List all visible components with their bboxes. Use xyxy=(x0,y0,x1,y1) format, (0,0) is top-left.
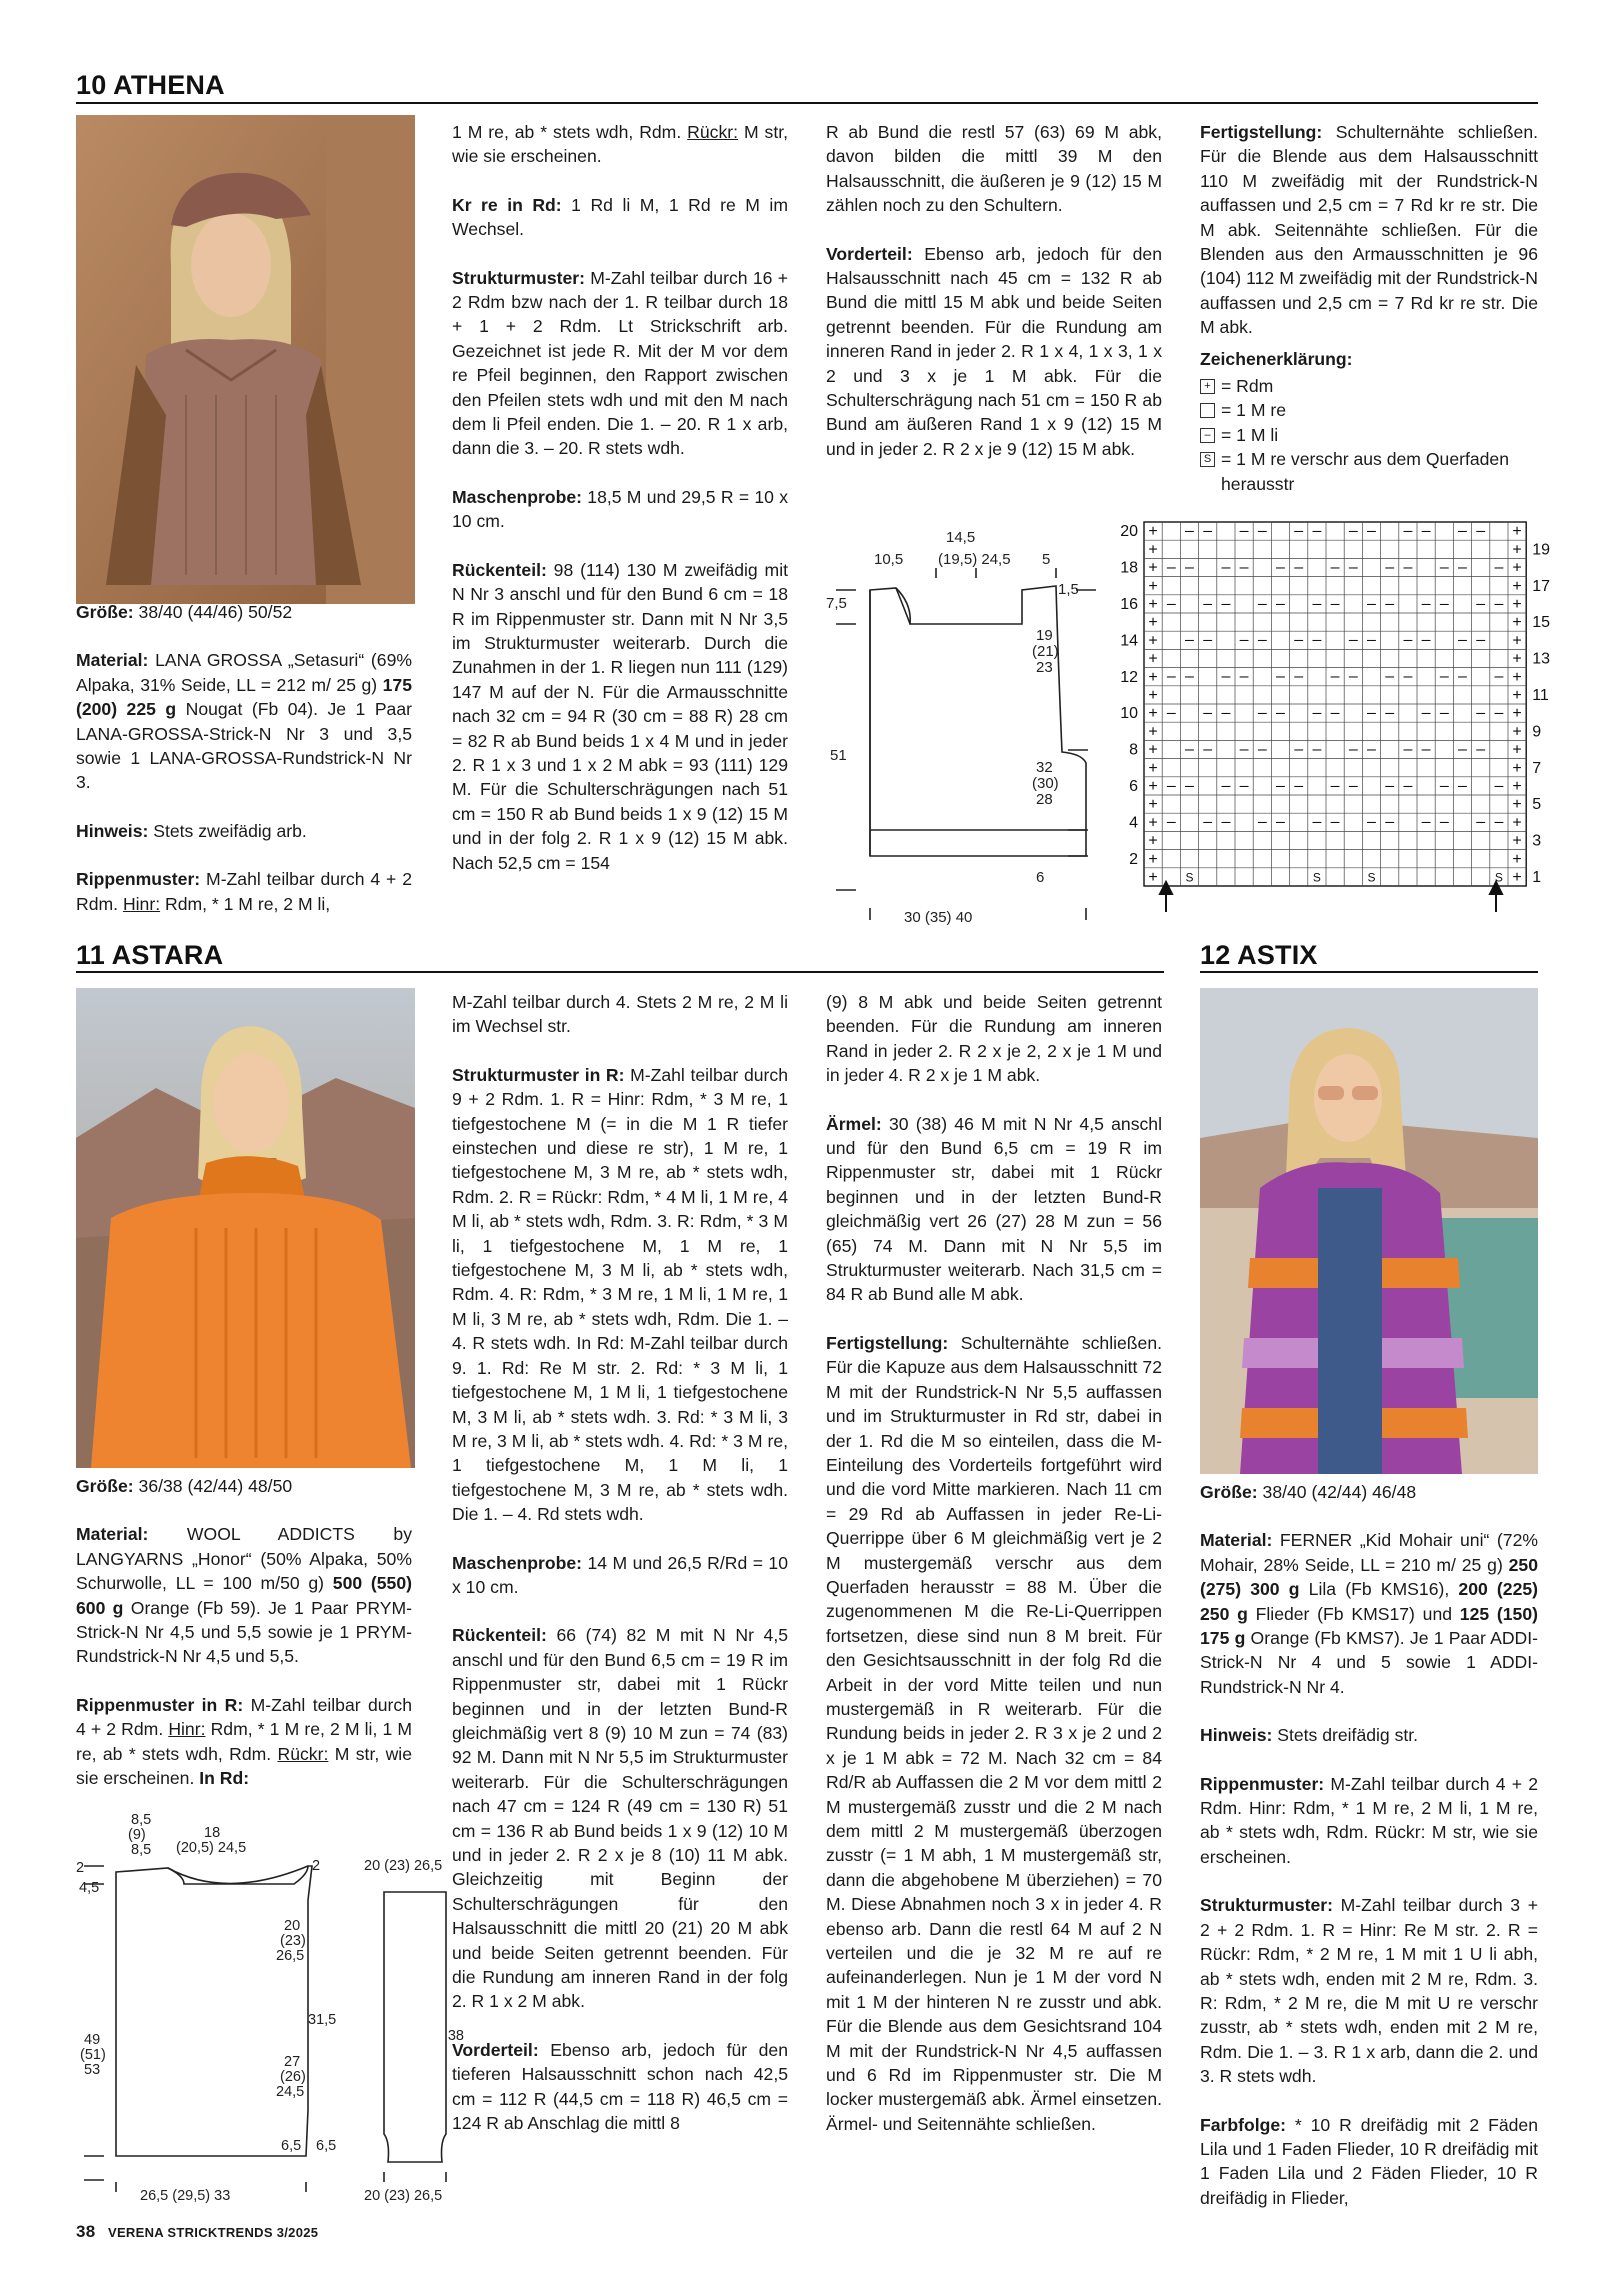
dim-sleeve-bottom: 20 (23) 26,5 xyxy=(364,2188,443,2204)
purl-stitch-mark: – xyxy=(1276,595,1285,613)
edge-stitch-mark: + xyxy=(1148,632,1158,650)
purl-stitch-mark: – xyxy=(1385,558,1395,576)
pattern-title-athena: 10 ATHENA xyxy=(76,70,225,100)
chart-row-label: 2 xyxy=(1129,850,1138,868)
purl-stitch-mark: – xyxy=(1239,668,1249,686)
chart-row-label: 12 xyxy=(1120,668,1138,686)
purl-stitch-mark: – xyxy=(1166,558,1176,576)
purl-stitch-mark: – xyxy=(1312,522,1322,540)
edge-stitch-mark: + xyxy=(1148,741,1158,759)
athena-column-3: R ab Bund die restl 57 (63) 69 M abk, davon bilden die mittl 39 M den Halsausschnitt, die äußeren je 9 (12) 15 M zählen noch zu den Schultern. Vorderteil: Ebenso arb, jedoch für den Halsausschnitt nach 45 cm = 132 R ab Bund die mittl 15 M abk und beide Seiten getrennt beenden. Für die Rundung am inneren Rand in jeder 2. R 1 x 4, 1 x 3, 1 x 2 und 3 x je 1 M abk. Für die Schulterschrägung nach 51 cm = 150 R ab Bund am äußeren Rand 1 x 9 (12) 15 M und in jeder 2. R 2 x je 9 (12) 15 M abk. xyxy=(826,122,1162,459)
edge-stitch-mark: + xyxy=(1148,850,1158,868)
dim-side: 32 (30) 28 xyxy=(1032,759,1059,808)
purl-stitch-mark: – xyxy=(1348,668,1358,686)
increase-stitch-mark: S xyxy=(1367,870,1376,885)
purl-stitch-mark: – xyxy=(1385,595,1395,613)
chart-row-label: 8 xyxy=(1129,741,1138,759)
athena-column-2: 1 M re, ab * stets wdh, Rdm. Rückr: M str, wie sie erscheinen. Kr re in Rd: 1 Rd li M, 1 Rd re M im Wechsel. Strukturmuster: M-Zahl teilbar durch 16 + 2 Rdm bzw nach der 1. R teilbar durch 18 + 1 + 2 Rdm. Lt Strickschrift arb. Gezeichnet ist jede R. Mit der M vor dem re Pfeil beginnen, den Rapport zwischen den Pfeilen stets wdh und mit den M nach dem li Pfeil enden. Die 1. – 20. R 1 x arb, dann die 3. – 20. R stets wdh. Maschenprobe: 18,5 M und 29,5 R = 10 x 10 cm. Rückenteil: 98 (114) 130 M zweifädig mit N Nr 3 anschl und für den Bund 6 cm = 18 R im Rippenmuster str. Dann mit N Nr 3,5 im Strukturmuster weiterarb. Durch die Zunahmen in der 1. R liegen nun 111 (129) 147 M auf der N. Für die Armausschnitte nach 32 cm = 94 R (30 cm = 88 R) 28 cm = 82 R ab Bund beids 1 x 4 M und in jeder 2. R 1 x 3 und 1 x 2 M abk = 93 (111) 129 M. Für die Schulterschrägungen nach 51 cm = 150 R ab Bund beids 1 x 9 (12) 15 M und in der folg 2. R 1 x 9 (12) 15 M abk. Nach 52,5 cm = 154 xyxy=(452,122,788,873)
edge-stitch-mark: + xyxy=(1148,832,1158,850)
purl-stitch-mark: – xyxy=(1439,813,1449,831)
purl-stitch-mark: – xyxy=(1185,631,1194,649)
edge-stitch-mark: + xyxy=(1148,777,1158,795)
dim-left-2: 2 xyxy=(76,1860,85,1876)
purl-stitch-mark: – xyxy=(1330,813,1340,831)
edge-stitch-mark: + xyxy=(1148,577,1158,595)
edge-stitch-mark: + xyxy=(1512,559,1522,577)
purl-stitch-mark: – xyxy=(1294,668,1304,686)
purl-stitch-mark: – xyxy=(1257,704,1267,722)
edge-stitch-mark: + xyxy=(1512,759,1522,777)
chart-row-label: 13 xyxy=(1532,650,1550,668)
purl-stitch-mark: – xyxy=(1403,668,1413,686)
edge-stitch-mark: + xyxy=(1512,595,1522,613)
chart-row-label: 5 xyxy=(1532,796,1542,814)
purl-stitch-mark: – xyxy=(1257,813,1267,831)
purl-stitch-mark: – xyxy=(1421,704,1431,722)
astara-schematic xyxy=(76,1810,466,2210)
section-rule xyxy=(76,971,1164,973)
edge-stitch-mark: + xyxy=(1512,577,1522,595)
purl-stitch-mark: – xyxy=(1439,777,1449,795)
dim-shoulder: 1,5 xyxy=(1058,581,1079,598)
purl-stitch-mark: – xyxy=(1294,631,1304,649)
purl-stitch-mark: – xyxy=(1221,777,1231,795)
purl-stitch-mark: – xyxy=(1185,777,1194,795)
purl-stitch-mark: – xyxy=(1421,522,1431,540)
dim-sleeve-length: 31,5 xyxy=(308,2012,337,2028)
knit-stitch-icon xyxy=(1200,403,1215,418)
legend-item-rdm: + = Rdm xyxy=(1200,374,1538,398)
purl-stitch-mark: – xyxy=(1294,522,1304,540)
purl-stitch-mark: – xyxy=(1330,704,1340,722)
purl-stitch-mark: – xyxy=(1458,558,1467,576)
purl-stitch-mark: – xyxy=(1421,595,1431,613)
chart-legend xyxy=(1200,346,1538,496)
purl-stitch-mark: – xyxy=(1494,813,1504,831)
dim-total: 49 (51) 53 xyxy=(80,2032,106,2078)
purl-stitch-mark: – xyxy=(1367,522,1376,540)
purl-stitch-mark: – xyxy=(1185,740,1194,758)
astix-model-photo xyxy=(1200,988,1538,1474)
purl-stitch-mark: – xyxy=(1312,704,1322,722)
edge-stitch-mark: + xyxy=(1512,832,1522,850)
purl-stitch-mark: – xyxy=(1403,777,1413,795)
purl-stitch-mark: – xyxy=(1203,631,1213,649)
edge-stitch-mark: + xyxy=(1512,796,1522,814)
purl-stitch-mark: – xyxy=(1276,777,1285,795)
purl-stitch-mark: – xyxy=(1367,740,1376,758)
purl-stitch-mark: – xyxy=(1166,704,1176,722)
purl-stitch-mark: – xyxy=(1476,740,1486,758)
purl-stitch-mark: – xyxy=(1203,704,1213,722)
legend-item-purl: – = 1 M li xyxy=(1200,423,1538,447)
chart-row-label: 15 xyxy=(1532,614,1550,632)
chart-row-label: 17 xyxy=(1532,577,1550,595)
purl-stitch-mark: – xyxy=(1439,668,1449,686)
purl-stitch-mark: – xyxy=(1403,522,1413,540)
purl-stitch-mark: – xyxy=(1166,668,1176,686)
dim-sleeve-rib: 6,5 xyxy=(316,2138,337,2154)
purl-stitch-mark: – xyxy=(1476,813,1486,831)
purl-stitch-mark: – xyxy=(1276,668,1285,686)
increase-stitch-mark: S xyxy=(1312,870,1321,885)
dim-width: 30 (35) 40 xyxy=(904,909,973,926)
purl-stitch-mark: – xyxy=(1257,595,1267,613)
purl-stitch-mark: – xyxy=(1257,631,1267,649)
dim-rib: 6 xyxy=(1036,869,1045,886)
purl-stitch-mark: – xyxy=(1276,558,1285,576)
chart-row-label: 6 xyxy=(1129,777,1138,795)
purl-stitch-mark: – xyxy=(1494,777,1504,795)
purl-stitch-mark: – xyxy=(1458,777,1467,795)
purl-stitch-mark: – xyxy=(1330,595,1340,613)
purl-stitch-mark: – xyxy=(1312,631,1322,649)
dim-sleeve-top: 20 (23) 26,5 xyxy=(364,1858,443,1874)
dim-armhole: 19 (21) 23 xyxy=(1032,627,1059,676)
edge-stitch-mark: + xyxy=(1512,541,1522,559)
edge-stitch-mark: + xyxy=(1148,723,1158,741)
purl-stitch-mark: – xyxy=(1257,522,1267,540)
purl-stitch-mark: – xyxy=(1239,740,1249,758)
purl-stitch-mark: – xyxy=(1385,704,1395,722)
edge-stitch-mark: + xyxy=(1148,668,1158,686)
athena-column-4: Fertigstellung: Schulternähte schließen. Für die Blende aus dem Halsausschnitt 110 M zweifädig mit der Rundstrick-N auffassen und 2,5 cm = 7 Rd kr re str. Die M abk. Seitennähte schließen. Für die Blenden aus den Armausschnitten je 96 (104) 112 M zweifädig mit der Rundstrick-N auffassen und 2,5 cm = 7 Rd kr re str. Die M abk. xyxy=(1200,122,1538,338)
purl-stitch-mark: – xyxy=(1203,813,1213,831)
purl-stitch-mark: – xyxy=(1203,740,1213,758)
edge-stitch-mark: + xyxy=(1148,523,1158,541)
athena-model-photo xyxy=(76,115,415,604)
purl-stitch-mark: – xyxy=(1348,522,1358,540)
twisted-increase-icon: S xyxy=(1200,452,1215,467)
edge-stitch-mark: + xyxy=(1148,868,1158,886)
purl-stitch-mark: – xyxy=(1185,668,1194,686)
purl-stitch-mark: – xyxy=(1221,595,1231,613)
edge-stitch-mark: + xyxy=(1512,741,1522,759)
purl-stitch-mark: – xyxy=(1367,631,1376,649)
chart-row-label: 1 xyxy=(1532,868,1542,886)
purl-stitch-mark: – xyxy=(1239,558,1249,576)
purl-stitch-mark: – xyxy=(1458,740,1467,758)
astara-column-3: (9) 8 M abk und beide Seiten getrennt beenden. Für die Rundung am inneren Rand in jeder 2. R 2 x je 2, 2 x je 1 M und in jeder 4. R 2 x je 1 M abk. Ärmel: 30 (38) 46 M mit N Nr 4,5 anschl und für den Bund 6,5 cm = 19 R im Rippenmuster str, dabei mit 1 Rückr beginnen und in der letzten Bund-R gleichmäßig vert 26 (27) 28 M zun = 56 (65) 74 M. Dann mit N Nr 5,5 im Strukturmuster weiterarb. Nach 31,5 cm = 84 R ab Bund alle M abk. Fertigstellung: Schulternähte schließen. Für die Kapuze aus dem Halsausschnitt 72 M mit der Rundstrick-N Nr 5,5 auffassen und im Strukturmuster in Rd str, dabei in der 1. Rd die M so einteilen, dass die M-Einteilung des Vorderteils fortgeführt wird und die vord Mitte markieren. Nach 11 cm = 29 Rd ab Auffassen in jeder Re-Li-Querrippe über 6 M gleichmäßig vert je 2 M mustergemäß verschr aus dem Querfaden herausstr = 88 M. Über die zugenommenen M die Re-Li-Querrippen fortsetzen, diese sind nun 8 M breit. Für den Gesichtsausschnitt in der folg Rd die Arbeit in der vord Mitte teilen und nun mustergemäß in R weiterarb. Für die Rundung beids in jeder 2. R 3 x je 2 und 2 x je 1 M abk = 72 M. Nach 32 cm = 84 Rd/R ab Auffassen die 2 M vor dem mittl 2 M mustergemäß zusstr und die 2 M nach dem mittl 2 M mustergemäß überzogen zusstr (= 1 M abh, 1 M mustergemäß str, dann die abgehobene M überziehen) = 70 M. Diese Abnahmen noch 3 x in jeder 4. R ebenso arb. Dann die restl 64 M auf 2 N verteilen und die je 32 M re auf re aufeinanderlegen. Nun je 1 M der vord N mit 1 M der hinteren N re zusstr und abk. Für die Blende aus dem Gesichtsrand 104 M mit der Rundstrick-N Nr 4,5 auffassen und 6 Rd im Rippenmuster str. Die M locker mustergemäß abk. Ärmel einsetzen. Ärmel- und Seitennähte schließen. xyxy=(826,992,1162,2134)
purl-stitch-mark: – xyxy=(1312,813,1322,831)
purl-stitch-mark: – xyxy=(1294,777,1304,795)
purl-stitch-mark: – xyxy=(1476,522,1486,540)
edge-stitch-mark: + xyxy=(1148,814,1158,832)
purl-stitch-mark: – xyxy=(1403,558,1413,576)
purl-stitch-mark: – xyxy=(1421,631,1431,649)
dim-rib: 6,5 xyxy=(281,2138,302,2154)
purl-stitch-mark: – xyxy=(1421,813,1431,831)
legend-item-knit: = 1 M re xyxy=(1200,398,1538,422)
dim-width: 26,5 (29,5) 33 xyxy=(140,2188,231,2204)
purl-stitch-mark: – xyxy=(1257,740,1267,758)
increase-stitch-mark: S xyxy=(1494,870,1503,885)
purl-stitch-mark: – xyxy=(1458,522,1467,540)
purl-stitch-mark: – xyxy=(1348,631,1358,649)
edge-stitch-mark: + xyxy=(1148,686,1158,704)
chart-row-label: 3 xyxy=(1532,832,1542,850)
purl-stitch-mark: – xyxy=(1439,595,1449,613)
edge-stitch-mark: + xyxy=(1512,723,1522,741)
edge-stitch-mark: + xyxy=(1148,614,1158,632)
purl-stitch-mark: – xyxy=(1221,813,1231,831)
edge-stitch-mark: + xyxy=(1512,868,1522,886)
purl-stitch-mark: – xyxy=(1494,595,1504,613)
chart-row-label: 7 xyxy=(1532,759,1542,777)
athena-column-1: Größe: 38/40 (44/46) 50/52 Material: LANA GROSSA „Setasuri“ (69% Alpaka, 31% Seide, LL = 212 m/ 25 g) 175 (200) 225 g Nougat (Fb 04). Je 1 Paar LANA-GROSSA-Strick-N Nr 3 und 3,5 sowie 1 LANA-GROSSA-Rundstrick-N Nr 3. Hinweis: Stets zweifädig arb. Rippenmuster: M-Zahl teilbar durch 4 + 2 Rdm. Hinr: Rdm, * 1 M re, 2 M li, xyxy=(76,602,412,914)
edge-stitch-mark: + xyxy=(1512,650,1522,668)
astara-column-2: M-Zahl teilbar durch 4. Stets 2 M re, 2 M li im Wechsel str. Strukturmuster in R: M-Zahl teilbar durch 9 + 2 Rdm. 1. R = Hinr: Rdm, * 3 M re, 1 tiefgestochene M (= in die M 1 R tiefer einstechen und diese re str), 1 M re, 1 tiefgestochene M, 3 M re, ab * stets wdh, Rdm. 2. R = Rückr: Rdm, * 4 M li, 1 M re, 4 M li, ab * stets wdh, Rdm. 3. R: Rdm, * 3 M li, 1 tiefgestochene M, 1 M re, 1 tiefgestochene M, 3 M li, ab * stets wdh, Rdm. 4. R: Rdm, * 3 M re, 1 M li, 1 M re, 1 M li, 3 M re, ab * stets wdh, Rdm. Die 1. – 4. R stets wdh. In Rd: M-Zahl teilbar durch 9. 1. Rd: Re M str. 2. Rd: * 3 M li, 1 tiefgestochene M, 1 M li, 1 tiefgestochene M, 3 M li, ab * stets wdh. 3. Rd: * 3 M li, 3 M re, 3 M li, ab * stets wdh. 4. Rd: * 3 M re, 1 tiefgestochene M, 1 M li, 1 tiefgestochene M, 3 M re, ab * stets wdh. Die 1. – 4. Rd stets wdh. Maschenprobe: 14 M und 26,5 R/Rd = 10 x 10 cm. Rückenteil: 66 (74) 82 M mit N Nr 4,5 anschl und für den Bund 6,5 cm = 19 R im Rippenmuster str, dabei mit 1 Rückr beginnen und in der letzten Bund-R gleichmäßig vert 8 (9) 10 M zun = 74 (83) 92 M. Dann mit N Nr 5,5 im Strukturmuster weiterarb. Für die Schulterschrägungen nach 47 cm = 124 R (49 cm = 130 R) 51 cm = 136 R ab Bund beids 1 x 9 (12) 10 M und in jeder 2. R 2 x je 8 (10) 11 M abk. Gleichzeitig mit Beginn der Schulterschrägungen für den Halsausschnitt die mittl 20 (21) 20 M abk und beide Seiten getrennt beenden. Für die Rundung am inneren Rand in der folg 2. R 1 x 2 M abk. Vorderteil: Ebenso arb, jedoch für den tieferen Halsausschnitt schon nach 42,5 cm = 112 R (44,5 cm = 118 R) 46,5 cm = 124 R ab Anschlag die mittl 8 xyxy=(452,992,788,2134)
purl-stitch-mark: – xyxy=(1294,740,1304,758)
purl-stitch-mark: – xyxy=(1476,595,1486,613)
edge-stitch-mark: + xyxy=(1148,759,1158,777)
purl-stitch-mark: – xyxy=(1312,595,1322,613)
purl-stitch-mark: – xyxy=(1403,631,1413,649)
edge-stitch-mark: + xyxy=(1148,559,1158,577)
edge-stitch-mark: + xyxy=(1512,814,1522,832)
magazine-name: VERENA STRICKTRENDS 3/2025 xyxy=(107,2225,319,2240)
purl-stitch-mark: – xyxy=(1458,668,1467,686)
edge-stitch-mark: + xyxy=(1512,668,1522,686)
chart-row-label: 10 xyxy=(1120,705,1138,723)
legend-item-increase: S = 1 M re verschr aus dem Querfaden herausstr xyxy=(1200,447,1538,496)
increase-stitch-mark: S xyxy=(1185,870,1194,885)
page-footer xyxy=(76,2222,318,2242)
edge-stitch-icon: + xyxy=(1200,379,1215,394)
page-number: 38 xyxy=(76,2222,96,2241)
purl-stitch-mark: – xyxy=(1494,558,1504,576)
legend-title: Zeichenerklärung: xyxy=(1200,349,1353,369)
dim-top: 14,5 xyxy=(946,529,976,546)
purl-stitch-mark: – xyxy=(1330,777,1340,795)
purl-stitch-mark: – xyxy=(1476,631,1486,649)
astara-column-1: Größe: 36/38 (42/44) 48/50 Material: WOOL ADDICTS by LANGYARNS „Honor“ (50% Alpaka, 50% Schurwolle, LL = 100 m/50 g) 500 (550) 600 g Orange (Fb 59). Je 1 Paar PRYM-Strick-N Nr 4,5 und 5,5 sowie je 1 PRYM-Rundstrick-N Nr 4,5 und 5,5. Rippenmuster in R: M-Zahl teilbar durch 4 + 2 Rdm. Hinr: Rdm, * 1 M re, 2 M li, 1 M re, ab * stets wdh, Rdm. Rückr: M str, wie sie erscheinen. In Rd: xyxy=(76,1476,412,1789)
purl-stitch-mark: – xyxy=(1367,595,1376,613)
purl-stitch-mark: – xyxy=(1221,704,1231,722)
chart-row-label: 14 xyxy=(1120,632,1138,650)
dim-neck-depth: 7,5 xyxy=(826,595,847,612)
purl-stitch-mark: – xyxy=(1367,813,1376,831)
edge-stitch-mark: + xyxy=(1148,595,1158,613)
purl-stitch-mark: – xyxy=(1221,558,1231,576)
purl-stitch-mark: – xyxy=(1239,777,1249,795)
purl-stitch-mark: – xyxy=(1239,522,1249,540)
dim-top-right: 5 xyxy=(1042,551,1051,568)
dim-armhole: 20 (23) 26,5 xyxy=(276,1918,306,1964)
dim-neck: 4,5 xyxy=(79,1880,100,1896)
dim-total-length: 51 xyxy=(830,747,847,764)
purl-stitch-mark: – xyxy=(1185,558,1194,576)
edge-stitch-mark: + xyxy=(1148,541,1158,559)
purl-stitch-mark: – xyxy=(1385,668,1395,686)
chart-row-label: 4 xyxy=(1129,814,1138,832)
dim-top-left: 10,5 xyxy=(874,551,904,568)
edge-stitch-mark: + xyxy=(1512,523,1522,541)
purl-stitch-mark: – xyxy=(1239,631,1249,649)
purl-stitch-mark: – xyxy=(1348,740,1358,758)
purl-stitch-mark: – xyxy=(1312,740,1322,758)
purl-stitch-mark: – xyxy=(1166,813,1176,831)
edge-stitch-mark: + xyxy=(1512,614,1522,632)
purl-stitch-mark: – xyxy=(1348,777,1358,795)
edge-stitch-mark: + xyxy=(1512,632,1522,650)
section-rule xyxy=(1200,971,1538,973)
purl-stitch-mark: – xyxy=(1421,740,1431,758)
dim-sleeve-total: 38 xyxy=(447,2028,464,2044)
chart-row-label: 9 xyxy=(1532,723,1542,741)
dim-side: 27 (26) 24,5 xyxy=(276,2054,306,2100)
pattern-title-astix: 12 ASTIX xyxy=(1200,940,1318,970)
purl-stitch-mark: – xyxy=(1403,740,1413,758)
purl-stitch-mark: – xyxy=(1185,522,1194,540)
dim-top-b: 18 (20,5) 24,5 xyxy=(176,1825,247,1856)
purl-stitch-mark: – xyxy=(1385,777,1395,795)
chart-row-label: 20 xyxy=(1120,523,1138,541)
chart-row-label: 11 xyxy=(1532,686,1549,704)
purl-stitch-mark: – xyxy=(1166,595,1176,613)
purl-stitch-mark: – xyxy=(1166,777,1176,795)
purl-stitch-mark: – xyxy=(1276,704,1285,722)
purl-stitch-mark: – xyxy=(1330,668,1340,686)
edge-stitch-mark: + xyxy=(1148,705,1158,723)
edge-stitch-mark: + xyxy=(1512,777,1522,795)
purl-stitch-mark: – xyxy=(1439,558,1449,576)
chart-row-label: 19 xyxy=(1532,541,1550,559)
astix-column: Größe: 38/40 (42/44) 46/48 Material: FERNER „Kid Mohair uni“ (72% Mohair, 28% Seide, LL = 210 m/ 25 g) 250 (275) 300 g Lila (Fb KMS16), 200 (225) 250 g Flieder (Fb KMS17) und 125 (150) 175 g Orange (Fb KMS7). Je 1 Paar ADDI-Strick-N Nr 4 und 5 sowie 1 ADDI-Rundstrick-N Nr 4. Hinweis: Stets dreifädig str. Rippenmuster: M-Zahl teilbar durch 4 + 2 Rdm. Hinr: Rdm, * 1 M re, 2 M li, 1 M re, ab * stets wdh, Rdm. Rückr: M str, wie sie erscheinen. Strukturmuster: M-Zahl teilbar durch 3 + 2 + 2 Rdm. 1. R = Hinr: Re M str. 2. R = Rückr: Rdm, * 2 M re, 1 M mit 1 U li abh, ab * stets wdh, enden mit 2 M re, Rdm. 3. R: Rdm, * 2 M re, die M mit U re verschr zusstr, ab * stets wdh, enden mit 2 M re, Rdm. Die 1. – 3. R 1 x arb, dann die 2. und 3. R stets wdh. Farbfolge: * 10 R dreifädig mit 2 Fäden Lila und 1 Faden Flieder, 10 R dreifädig mit 1 Faden Lila und 2 Fäden Flieder, 10 R dreifädig in Flieder, xyxy=(1200,1482,1538,2208)
purl-stitch-mark: – xyxy=(1348,558,1358,576)
edge-stitch-mark: + xyxy=(1512,686,1522,704)
edge-stitch-mark: + xyxy=(1148,650,1158,668)
purl-stitch-mark: – xyxy=(1458,631,1467,649)
chart-row-label: 18 xyxy=(1120,559,1138,577)
purl-stitch-mark: – xyxy=(1476,704,1486,722)
purl-stitch-mark: – xyxy=(1221,668,1231,686)
chart-row-label: 16 xyxy=(1120,595,1138,613)
athena-knitting-chart xyxy=(1108,520,1550,920)
purl-stitch-mark: – xyxy=(1294,558,1304,576)
purl-stitch-mark: – xyxy=(1203,595,1213,613)
athena-schematic xyxy=(826,528,1096,928)
purl-stitch-mark: – xyxy=(1367,704,1376,722)
purl-stitch-mark: – xyxy=(1385,813,1395,831)
dim-right-2: 2 xyxy=(312,1858,321,1874)
purl-stitch-mark: – xyxy=(1494,704,1504,722)
dim-top-a: 8,5 (9) 8,5 xyxy=(128,1812,152,1858)
purl-stitch-icon: – xyxy=(1200,428,1215,443)
purl-stitch-mark: – xyxy=(1494,668,1504,686)
purl-stitch-mark: – xyxy=(1439,704,1449,722)
purl-stitch-mark: – xyxy=(1330,558,1340,576)
purl-stitch-mark: – xyxy=(1203,522,1213,540)
section-rule xyxy=(76,102,1538,104)
purl-stitch-mark: – xyxy=(1276,813,1285,831)
dim-top-mid: (19,5) 24,5 xyxy=(938,551,1011,568)
edge-stitch-mark: + xyxy=(1512,705,1522,723)
astara-model-photo xyxy=(76,988,415,1468)
pattern-title-astara: 11 ASTARA xyxy=(76,940,224,970)
edge-stitch-mark: + xyxy=(1512,850,1522,868)
edge-stitch-mark: + xyxy=(1148,796,1158,814)
